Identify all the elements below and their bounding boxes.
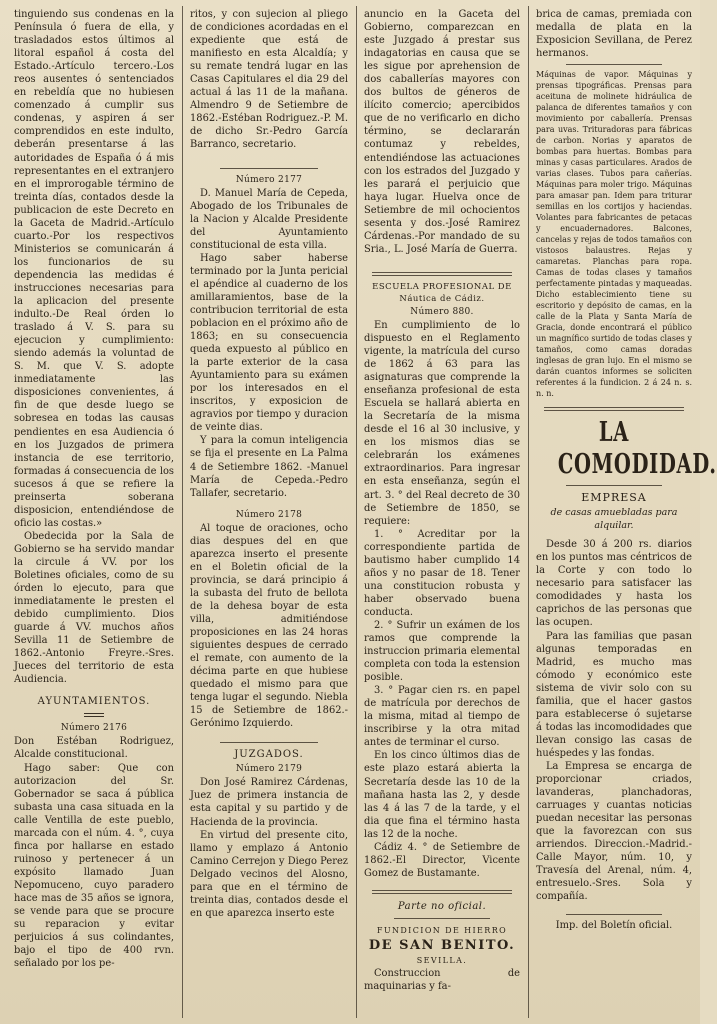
section-heading-ayuntamientos: AYUNTAMIENTOS. <box>37 696 151 708</box>
ad-body: brica de camas, premiada con medalla de plata en la Exposicion Sevillana, de Perez hermanos. <box>536 9 692 60</box>
column-rule <box>356 6 357 1018</box>
section-heading-parte: Parte no oficial. <box>397 900 487 912</box>
divider <box>544 407 684 411</box>
divider <box>566 914 662 915</box>
requirement-3: 3. ° Pagar cien rs. en papel de matrícula por derechos de la misma, mitad al tiempo de inscribirse y la otra mitad antes de terminar el curso. <box>364 685 520 749</box>
divider <box>84 713 104 717</box>
notice-signatory: D. Manuel María de Cepeda, Abogado de los Tribunales de la Nacion y Alcalde Presidente del Ayuntamiento constitucional de esta villa. <box>190 187 348 251</box>
divider <box>372 272 512 276</box>
column-2 <box>190 8 348 1018</box>
column-rule <box>182 6 183 1018</box>
ad-body: La Empresa se encarga de proporcionar criados, lavanderas, planchadoras, carruages y cuantas noticias puedan necesitar las personas que la favorezcan con sus arriendos. Direccion.-Madrid.-Calle Mayor, núm. 10, y Travesía del Arenal, núm. 4, entresuelo.-Sres. Sola y compañía. <box>536 760 692 903</box>
requirement-1: 1. ° Acreditar por la correspondiente partida de bautismo haber cumplido 14 años y no pasar de 18. Tener una constitucion robusta y haber observado buena conducta. <box>364 528 520 618</box>
notice-body: Hago saber: Que con autorizacion del Sr. Gobernador se saca á pública subasta una casa situada en la calle Ventilla de este pueblo, marcada con el núm. 4. °, cuya finca por hallarse en estado ruinoso y pertenecer á un expósito llamado Juan Nepomuceno, cuyo paradero hace mas de 35 años se ignora, se vende para que se procure su reparacion y evitar perjuicios á sus colindantes, bajo el tipo de 400 rvn. señalado por los pe- <box>14 762 174 970</box>
column-3 <box>364 8 520 1018</box>
divider <box>220 742 318 743</box>
ad-title-la-comodidad: LA COMODIDAD. <box>557 417 717 481</box>
column-rule <box>528 6 529 1018</box>
section-heading-escuela: ESCUELA PROFESIONAL DE Náutica de Cádiz. <box>372 281 512 304</box>
column-1 <box>14 8 174 1018</box>
ad-heading-sevilla: SEVILLA. <box>416 955 468 965</box>
ad-body: Construccion de maquinarias y fa- <box>364 967 520 992</box>
notice-signature: Cádiz 4. ° de Setiembre de 1862.-El Director, Vicente Gomez de Bustamante. <box>364 841 520 879</box>
notice-number: Número 2176 <box>60 723 128 734</box>
notice-signatory: Don José Ramirez Cárdenas, Juez de primera instancia de esta capital y su partido y de Hacienda de la provincia. <box>190 777 348 828</box>
notice-number: Número 2179 <box>235 764 303 775</box>
divider <box>394 918 490 919</box>
ad-body: Desde 30 á 200 rs. diarios en los puntos mas céntricos de la Corte y con todo lo necesario para satisfacer las comodidades y hasta los caprichos de las personas que las ocupen. <box>536 539 692 629</box>
notice-body: En los cinco últimos dias de este plazo estará abierta la Secretaría desde las 10 de la mañana hasta las 2, y desde las 4 á las 7 de la tarde, y el dia que fina el término hasta las 12 de la noche. <box>364 750 520 840</box>
notice-number: Número 2178 <box>235 509 303 520</box>
imprint-line: Imp. del Boletín oficial. <box>555 919 673 931</box>
section-heading-juzgados: JUZGADOS. <box>234 749 304 761</box>
ad-tagline: de casas amuebladas para alquilar. <box>550 507 678 532</box>
ad-heading-fundicion: FUNDICION DE HIERRO <box>376 925 508 935</box>
notice-number: Número 2177 <box>235 174 303 185</box>
divider <box>220 168 318 169</box>
notice-body: En virtud del presente cito, llamo y emplazo á Antonio Camino Cerrejon y Diego Perez Delgado vecinos del Alosno, para que en el término de treinta dias, contados desde el en que aparezca inserto este <box>190 829 348 919</box>
notice-number: Número 880. <box>410 306 474 317</box>
divider <box>566 485 662 486</box>
notice-body: Hago saber haberse terminado por la Junta pericial el apéndice al cuaderno de los amillaramientos, base de la contribucion territorial de esta poblacion en el próximo año de 1863; en su consecuencia queda expuesto al público en la parte exterior de la casa Ayuntamiento para su exámen por los interesados en el inscritos, y exposicion de agravios por tiempo y duracion de veinte dias. <box>190 252 348 434</box>
divider <box>566 64 662 65</box>
column-4 <box>536 8 717 1018</box>
notice-signatory: Don Estéban Rodriguez, Alcalde constitucional. <box>14 736 174 761</box>
decree-text: tinguiendo sus condenas en la Península ó fuera de ella, y trasladados estos últimos al litoral español á costa del Estado.-Artículo tercero.-Los reos ausentes ó sentenciados en rebeldía que no hubiesen comenzado á cumplir sus condenas, y aspiren á ser comprendidos en este indulto, deberán presentarse á las autoridades de España ó á mis representantes en el extranjero en el improrogable término de treinta días, contados desde la publicacion de este Decreto en la Gaceta de Madrid.-Artículo cuarto.-Por los respectivos Ministerios se comunicarán á los funcionarios de su dependencia las medidas é instrucciones necesarias para la aplicacion del presente indulto.-De Real órden lo traslado á V. S. para su ejecucion y cumplimiento: siendo además la voluntad de S. M. que V. S. adopte inmediatamente las disposiciones convenientes, á fin de que desde luego se sobresea en todas las causas pendientes en esa Audiencia ó en los Juzgados de primera instancia de ese territorio, formadas á consecuencia de los sucesos á que se refiere la preinserta soberana disposicion, entendiéndose de oficio las costas.» <box>14 9 174 529</box>
notice-body: ritos, y con sujecion al pliego de condiciones acordadas en el expediente que está de manifiesto en esta Alcaldía; y su remate tendrá lugar en las Casas Capitulares el dia 29 del actual á las 11 de la mañana. Almendro 9 de Setiembre de 1862.-Estéban Rodriguez.-P. M. de dicho Sr.-Pedro García Barranco, secretario. <box>190 9 348 151</box>
ad-body: Para las familias que pasan algunas temporadas en Madrid, es mucho mas cómodo y económico este sistema de vivir solo con su familia, que el hacer gastos para establecerse ó sujetarse á todas las incomodidades que llevan consigo las casas de huéspedes y las fondas. <box>536 630 692 759</box>
divider <box>372 890 512 894</box>
requirement-2: 2. ° Sufrir un exámen de los ramos que comprende la instruccion primaria elemental completa con toda la estension posible. <box>364 619 520 684</box>
ad-subtitle-empresa: EMPRESA <box>581 491 647 505</box>
ad-heading-san-benito: DE SAN BENITO. <box>368 937 516 953</box>
notice-body: anuncio en la Gaceta del Gobierno, comparezcan en este Juzgado á prestar sus indagatorias en causa que se les sigue por aprehension de dos caballerías mayores con dos bultos de géneros de ilícito comercio; apercibidos que de no verificarlo en dicho término, se declararán contumaz y rebeldes, entendiéndose las actuaciones con los estrados del Juzgado y les parará el perjuicio que haya lugar. Huelva once de Setiembre de mil ochocientos sesenta y dos.-José Ramirez Cárdenas.-Por mandado de su Sria., L. José María de Guerra. <box>364 9 520 255</box>
notice-body: En cumplimiento de lo dispuesto en el Reglamento vigente, la matrícula del curso de 1862 á 63 para las asignaturas que comprende la enseñanza profesional de esta Escuela se hallará abierta en la Secretaría de la misma desde el 16 al 30 inclusive, y en los mismos dias se celebrarán los exámenes extraordinarios. Para ingresar en esta enseñanza, según el art. 3. ° del Real decreto de 30 de Setiembre de 1850, se requiere: <box>364 319 520 527</box>
notice-body: Al toque de oraciones, ocho dias despues del en que aparezca inserto el presente en el Boletin oficial de la provincia, se dará principio á la subasta del fruto de bellota de la dehesa boyar de esta villa, admitiéndose proposiciones en las 24 horas siguientes despues de cerrado el remate, con aumento de la décima parte en que hubiese quedado el mismo para que tenga lugar el segundo. Niebla 15 de Setiembre de 1862.-Gerónimo Izquierdo. <box>190 522 348 730</box>
notice-body: Y para la comun inteligencia se fija el presente en La Palma 4 de Setiembre 1862. -Manuel María de Cepeda.-Pedro Tallafer, secretario. <box>190 435 348 499</box>
product-list: Máquinas de vapor. Máquinas y prensas tipográficas. Prensas para aceituna de molinete hidráulica de palanca de diferentes tamaños y con movimiento por caballería. Prensas para uvas. Trituradoras para fábricas de carbon. Norias y aparatos de bombas para huertas. Bombas para minas y casas particulares. Arados de varias clases. Tubos para cañerías. Máquinas para moler trigo. Máquinas para amasar pan. Idem para triturar semillas en los cortijos y haciendas. Volantes para fabricantes de petacas y encuadernadores. Balcones, cancelas y rejas de todos tamaños con vistosos balaustres. Rejas y camaretas. Planchas para ropa. Camas de todas clases y tamaños perfectamente pintadas y maqueadas. Dicho establecimiento tiene su escritorio y depósito de camas, en la calle de la Plata y Santa María de Gracia, donde encontrará el público un magnífico surtido de todas clases y tamaños, como camas doradas inglesas de gran lujo. En el mismo se darán cuantos informes se soliciten referentes á la fundicion. 2 á 24 n. s. n. n. <box>536 70 692 399</box>
sala-notice: Obedecida por la Sala de Gobierno se ha servido mandar la circule á VV. por los Boletines oficiales, como de su órden lo ejecuto, para que inmediatamente le presten el debido cumplimiento. Dios guarde á VV. muchos años Sevilla 11 de Setiembre de 1862.-Antonio Freyre.-Sres. Jueces del territorio de esta Audiencia. <box>14 530 174 686</box>
